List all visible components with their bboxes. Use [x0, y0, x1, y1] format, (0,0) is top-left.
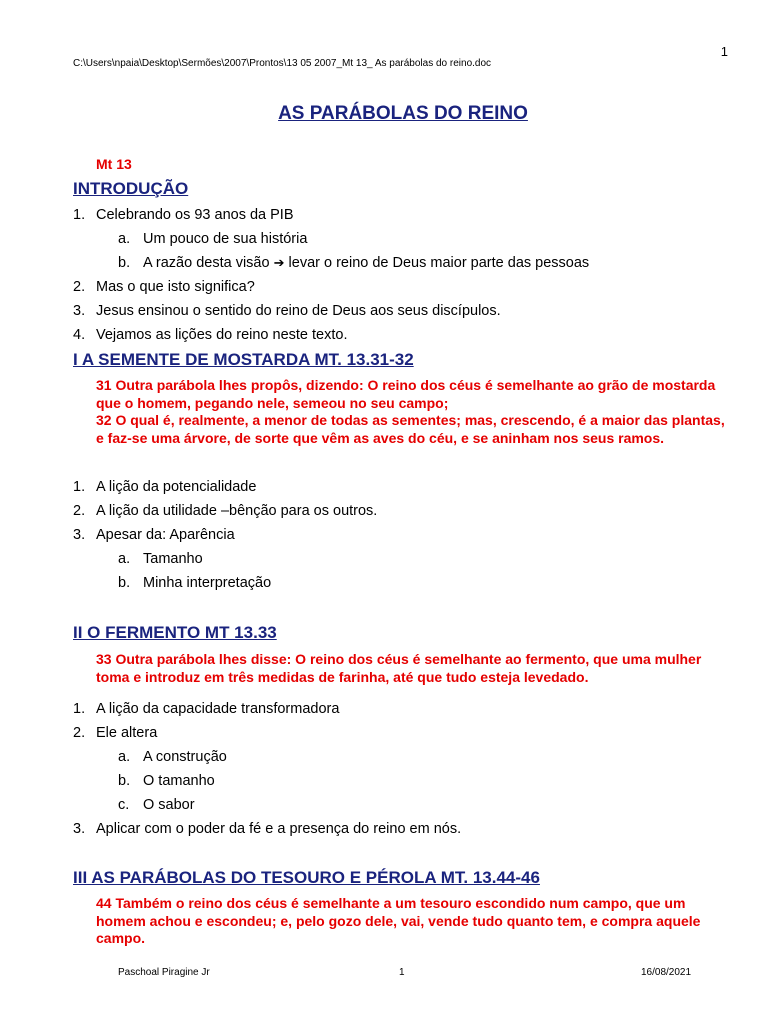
list-number: 3.	[73, 303, 86, 319]
footer-author: Paschoal Piragine Jr	[118, 967, 210, 978]
document-title: AS PARÁBOLAS DO REINO	[278, 103, 528, 124]
scripture-reference: Mt 13	[96, 156, 132, 172]
section-heading: I A SEMENTE DE MOSTARDA MT. 13.31-32	[73, 350, 414, 369]
list-item-text: Ele altera	[96, 725, 158, 741]
list-number: 1.	[73, 479, 86, 495]
list-number: 4.	[73, 327, 86, 343]
list-letter: b.	[118, 575, 131, 591]
list-item-text: Vejamos as lições do reino neste texto.	[96, 327, 348, 343]
list-number: 1.	[73, 701, 86, 717]
page-number: 1	[720, 44, 728, 59]
list-number: 3.	[73, 821, 86, 837]
list-item-text: Mas o que isto significa?	[96, 279, 255, 295]
list-number: 2.	[73, 725, 86, 741]
list-item-text	[143, 255, 589, 271]
list-letter: c.	[118, 797, 130, 813]
list-item-text: Aplicar com o poder da fé e a presença do reino em nós.	[96, 821, 462, 837]
list-item-text: Um pouco de sua história	[143, 231, 308, 247]
scripture-verse: 31 Outra parábola lhes propôs, dizendo: O reino dos céus é semelhante ao grão de mostarda que o homem, pegando nele, semeou no seu campo;	[96, 377, 716, 411]
list-letter: a.	[118, 749, 131, 765]
intro-heading: INTRODUÇÃO	[73, 179, 189, 198]
list-item-text-start: A razão desta visão	[143, 255, 270, 271]
scripture-verse: 44 Também o reino dos céus é semelhante a um tesouro escondido num campo, que um homem achou e escondeu; e, pelo gozo dele, vai, vende tudo quanto tem, e compra aquele campo.	[96, 895, 701, 946]
list-item-text: Celebrando os 93 anos da PIB	[96, 207, 294, 223]
section-heading: III AS PARÁBOLAS DO TESOURO E PÉROLA MT. 13.44-46	[73, 868, 540, 887]
list-item-text: O sabor	[143, 797, 195, 813]
list-item-text: Apesar da: Aparência	[96, 527, 235, 543]
list-number: 3.	[73, 527, 86, 543]
list-item-text: A construção	[143, 749, 227, 765]
scripture-verse: 33 Outra parábola lhes disse: O reino dos céus é semelhante ao fermento, que uma mulher toma e introduz em três medidas de farinha, até que tudo esteja levedado.	[96, 651, 702, 685]
list-item-text: Minha interpretação	[143, 575, 272, 591]
list-number: 2.	[73, 503, 86, 519]
scripture-verse: 32 O qual é, realmente, a menor de todas as sementes; mas, crescendo, é a maior das plantas, e faz-se uma árvore, de sorte que vêm as aves do céu, e se aninham nos seus ramos.	[96, 412, 725, 446]
list-letter: a.	[118, 551, 131, 567]
list-item-text: A lição da capacidade transformadora	[96, 701, 340, 717]
file-path: C:\Users\npaia\Desktop\Sermões\2007\Prontos\13 05 2007_Mt 13_ As parábolas do reino.doc	[73, 58, 492, 69]
section-heading: II O FERMENTO MT 13.33	[73, 623, 277, 642]
list-letter: a.	[118, 231, 131, 247]
list-item-text: O tamanho	[143, 773, 215, 789]
list-item-text: A lição da potencialidade	[96, 479, 257, 495]
footer-page-number: 1	[399, 967, 405, 978]
list-letter: b.	[118, 773, 131, 789]
list-number: 1.	[73, 207, 86, 223]
list-item-text-end: levar o reino de Deus maior parte das pessoas	[288, 255, 590, 271]
list-item-text: Jesus ensinou o sentido do reino de Deus aos seus discípulos.	[96, 303, 501, 319]
list-letter: b.	[118, 255, 131, 271]
footer-date: 16/08/2021	[641, 967, 692, 978]
list-item-text: A lição da utilidade –bênção para os outros.	[96, 503, 378, 519]
right-arrow-icon: ➔	[273, 255, 285, 270]
list-item-text: Tamanho	[143, 551, 203, 567]
list-number: 2.	[73, 279, 86, 295]
